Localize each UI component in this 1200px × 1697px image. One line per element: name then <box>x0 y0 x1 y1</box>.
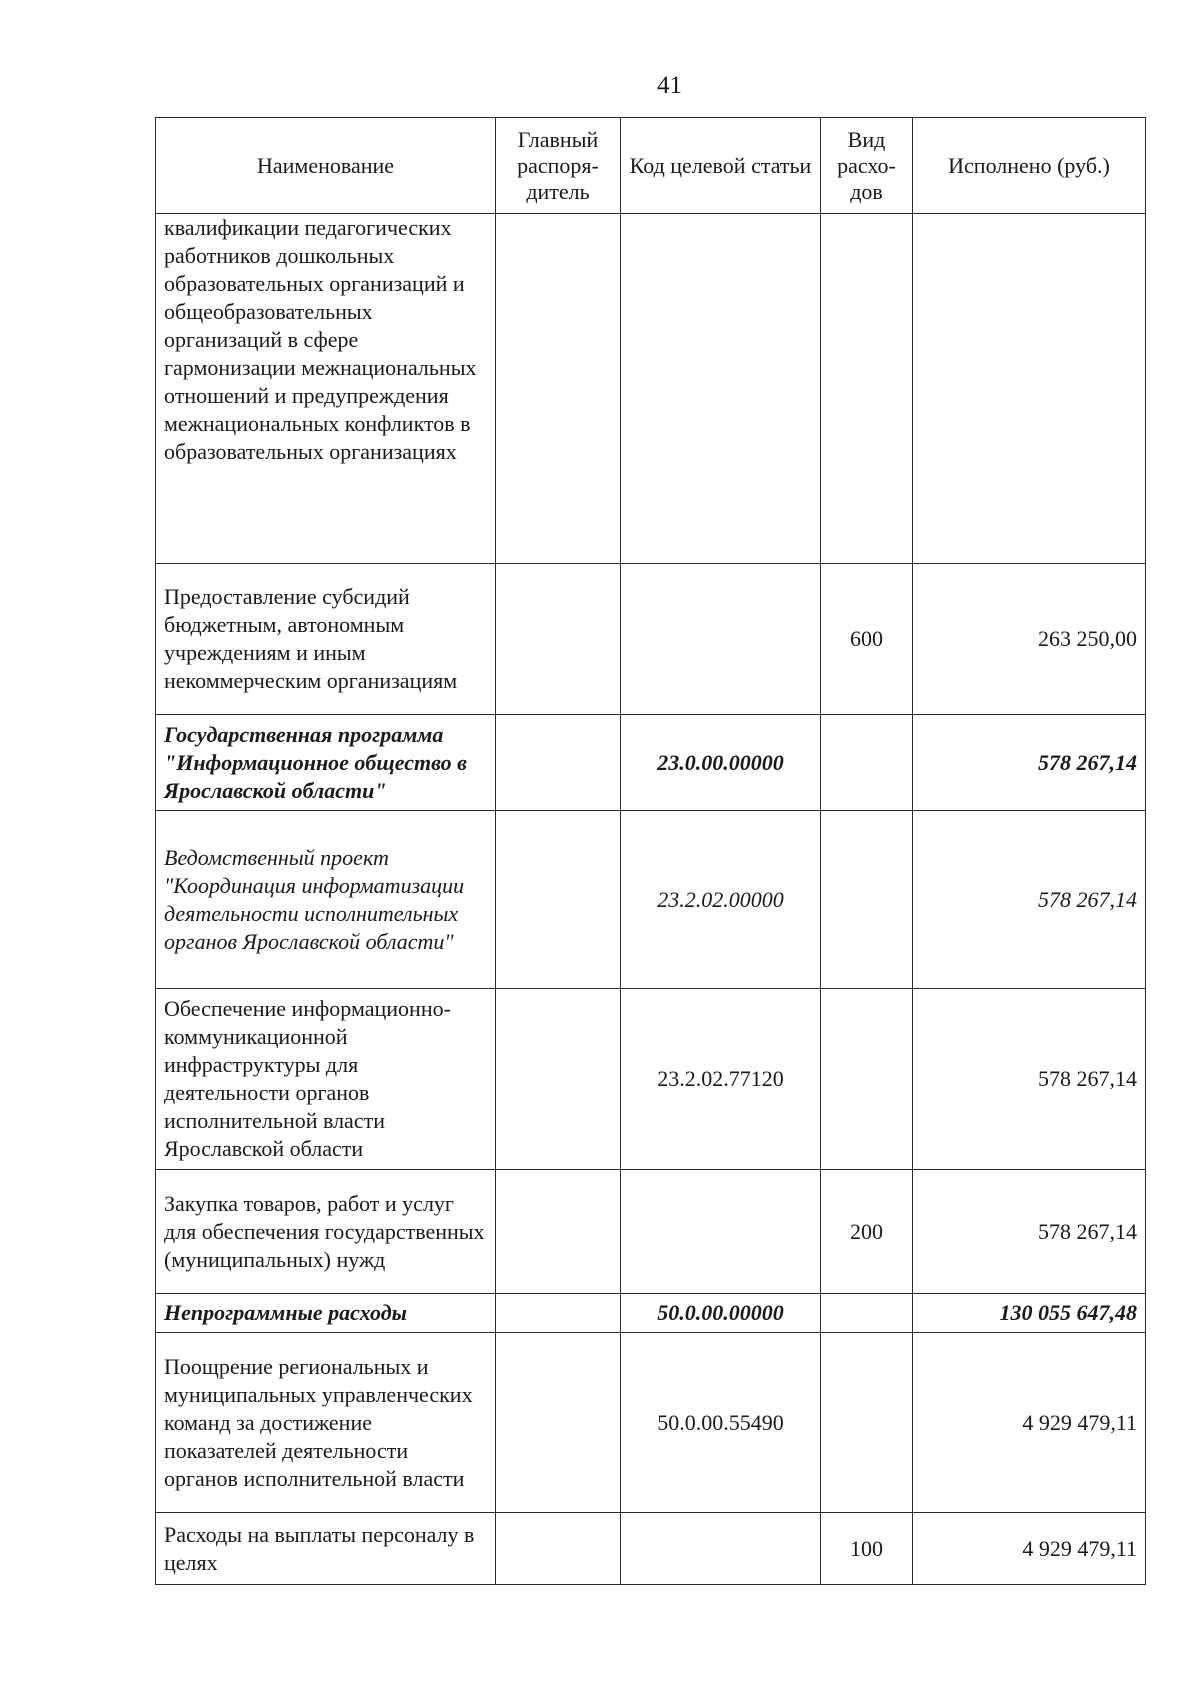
row-amount: 578 267,14 <box>913 811 1146 989</box>
row-amount: 4 929 479,11 <box>913 1513 1146 1585</box>
row-code <box>621 214 821 564</box>
row-type <box>821 1333 913 1513</box>
row-code <box>621 1513 821 1585</box>
row-amount: 130 055 647,48 <box>913 1294 1146 1333</box>
row-amount: 4 929 479,11 <box>913 1333 1146 1513</box>
table-row <box>156 1294 1146 1333</box>
row-code: 23.2.02.77120 <box>621 989 821 1170</box>
table-row <box>156 989 1146 1170</box>
row-code: 50.0.00.55490 <box>621 1333 821 1513</box>
row-type <box>821 811 913 989</box>
row-manager <box>496 1294 621 1333</box>
table-row <box>156 715 1146 811</box>
header-name: Наименование <box>156 118 496 214</box>
header-target-code: Код целевой статьи <box>621 118 821 214</box>
row-type: 600 <box>821 564 913 715</box>
row-amount: 578 267,14 <box>913 1170 1146 1294</box>
row-name: Расходы на выплаты персоналу в целях <box>156 1513 496 1585</box>
row-manager <box>496 1513 621 1585</box>
expenditure-table <box>155 117 1146 1585</box>
row-amount <box>913 214 1146 564</box>
row-type <box>821 214 913 564</box>
row-name: Ведомственный проект "Координация информатизации деятельности исполнительных органов Ярославской области" <box>156 811 496 989</box>
row-name: Поощрение региональных и муниципальных управленческих команд за достижение показателей деятельности органов исполнительной власти <box>156 1333 496 1513</box>
header-expense-type: Вид расхо-дов <box>821 118 913 214</box>
row-manager <box>496 1333 621 1513</box>
row-manager <box>496 715 621 811</box>
row-name: Непрограммные расходы <box>156 1294 496 1333</box>
row-amount: 578 267,14 <box>913 989 1146 1170</box>
header-main-manager: Главный распоря-дитель <box>496 118 621 214</box>
row-name: Предоставление субсидий бюджетным, автономным учреждениям и иным некоммерческим организациям <box>156 564 496 715</box>
table-row <box>156 1513 1146 1585</box>
table-header-row <box>156 118 1146 214</box>
header-executed: Исполнено (руб.) <box>913 118 1146 214</box>
row-code: 50.0.00.00000 <box>621 1294 821 1333</box>
row-code <box>621 1170 821 1294</box>
row-amount: 578 267,14 <box>913 715 1146 811</box>
table-row <box>156 1333 1146 1513</box>
row-type <box>821 715 913 811</box>
row-manager <box>496 564 621 715</box>
row-code: 23.0.00.00000 <box>621 715 821 811</box>
row-manager <box>496 1170 621 1294</box>
table-row <box>156 811 1146 989</box>
table-row <box>156 1170 1146 1294</box>
row-name: Обеспечение информационно-коммуникационной инфраструктуры для деятельности органов исполнительной власти Ярославской области <box>156 989 496 1170</box>
row-code: 23.2.02.00000 <box>621 811 821 989</box>
table-row <box>156 214 1146 564</box>
row-name: квалификации педагогических работников дошкольных образовательных организаций и общеобразовательных организаций в сфере гармонизации межнациональных отношений и предупреждения межнациональных конфликтов в образовательных организациях <box>156 214 496 564</box>
row-type: 100 <box>821 1513 913 1585</box>
row-name: Закупка товаров, работ и услуг для обеспечения государственных (муниципальных) нужд <box>156 1170 496 1294</box>
row-manager <box>496 214 621 564</box>
row-code <box>621 564 821 715</box>
row-type: 200 <box>821 1170 913 1294</box>
row-name: Государственная программа "Информационное общество в Ярославской области" <box>156 715 496 811</box>
page-number: 41 <box>657 72 682 99</box>
row-manager <box>496 989 621 1170</box>
row-type <box>821 989 913 1170</box>
row-manager <box>496 811 621 989</box>
row-amount: 263 250,00 <box>913 564 1146 715</box>
row-type <box>821 1294 913 1333</box>
table-row <box>156 564 1146 715</box>
